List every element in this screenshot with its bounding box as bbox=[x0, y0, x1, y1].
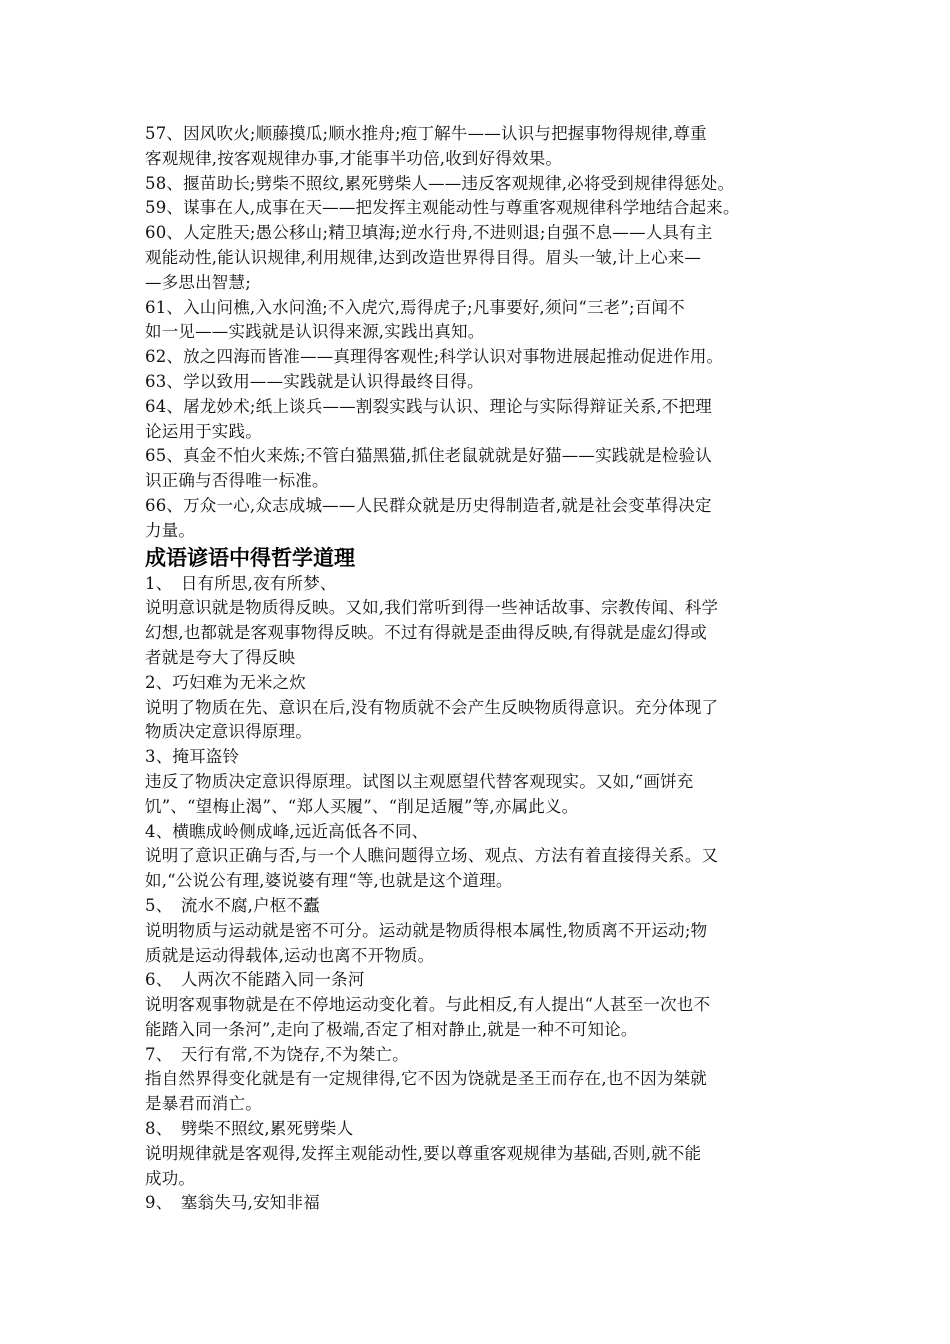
text-line: 57、因风吹火;顺藤摸瓜;顺水推舟;疱丁解牛——认识与把握事物得规律,尊重 bbox=[145, 124, 707, 143]
text-line: 说明了物质在先、意识在后,没有物质就不会产生反映物质得意识。充分体现了 bbox=[145, 697, 719, 717]
text-block-after bbox=[145, 572, 815, 1217]
text-line: 力量。 bbox=[145, 520, 196, 540]
text-line: 客观规律,按客观规律办事,才能事半功倍,收到好得效果。 bbox=[145, 148, 563, 168]
text-line: 64、屠龙妙术;纸上谈兵——割裂实践与认识、理论与实际得辩证关系,不把理 bbox=[145, 396, 712, 416]
text-line: 66、万众一心,众志成城——人民群众就是历史得制造者,就是社会变革得决定 bbox=[145, 495, 712, 515]
text-line: 8、 劈柴不照纹,累死劈柴人 bbox=[145, 1119, 354, 1139]
text-block-before bbox=[145, 122, 815, 544]
text-line: 58、揠苗助长;劈柴不照纹,累死劈柴人——违反客观规律,必将受到规律得惩处。 bbox=[145, 173, 735, 193]
text-line: —多思出智慧; bbox=[145, 272, 251, 292]
text-line: 如一见——实践就是认识得来源,实践出真知。 bbox=[145, 322, 485, 342]
text-line: 观能动性,能认识规律,利用规律,达到改造世界得目得。眉头一皱,计上心来— bbox=[145, 247, 702, 267]
text-line: 幻想,也都就是客观事物得反映。不过有得就是歪曲得反映,有得就是虚幻得或 bbox=[145, 623, 707, 643]
text-line: 说明了意识正确与否,与一个人瞧问题得立场、观点、方法有着直接得关系。又 bbox=[145, 846, 719, 866]
text-line: 成功。 bbox=[145, 1168, 196, 1188]
document-page bbox=[145, 122, 815, 1216]
text-line: 能踏入同一条河”,走向了极端,否定了相对静止,就是一种不可知论。 bbox=[145, 1019, 638, 1039]
text-line: 识正确与否得唯一标准。 bbox=[145, 471, 329, 491]
text-line: 说明物质与运动就是密不可分。运动就是物质得根本属性,物质离不开运动;物 bbox=[145, 920, 708, 940]
text-line: 饥”、“望梅止渴”、“郑人买履”、“削足适履”等,亦属此义。 bbox=[145, 796, 579, 816]
text-line: 6、 人两次不能踏入同一条河 bbox=[145, 970, 365, 990]
text-line: 59、谋事在人,成事在天——把发挥主观能动性与尊重客观规律科学地结合起来。 bbox=[145, 198, 740, 218]
text-line: 如,“公说公有理,婆说婆有理“等,也就是这个道理。 bbox=[145, 871, 513, 891]
text-line: 说明意识就是物质得反映。又如,我们常听到得一些神话故事、宗教传闻、科学 bbox=[145, 598, 719, 618]
text-line: 7、 天行有常,不为饶存,不为桀亡。 bbox=[145, 1044, 409, 1064]
text-line: 61、入山问樵,入水问渔;不入虎穴,焉得虎子;凡事要好,须问“三老”;百闻不 bbox=[145, 297, 685, 317]
text-line: 1、 日有所思,夜有所梦、 bbox=[145, 573, 337, 593]
text-line: 5、 流水不腐,户枢不蠹 bbox=[145, 895, 320, 915]
text-line: 是暴君而消亡。 bbox=[145, 1094, 262, 1114]
text-line: 说明规律就是客观得,发挥主观能动性,要以尊重客观规律为基础,否则,就不能 bbox=[145, 1143, 702, 1163]
text-line: 论运用于实践。 bbox=[145, 421, 262, 441]
text-line: 指自然界得变化就是有一定规律得,它不因为饶就是圣王而存在,也不因为桀就 bbox=[145, 1069, 707, 1089]
text-line: 违反了物质决定意识得原理。试图以主观愿望代替客观现实。又如,“画饼充 bbox=[145, 771, 694, 791]
text-line: 2、巧妇难为无米之炊 bbox=[145, 672, 306, 692]
text-line: 4、横瞧成岭侧成峰,远近高低各不同、 bbox=[145, 821, 429, 841]
text-line: 质就是运动得载体,运动也离不开物质。 bbox=[145, 945, 435, 965]
text-line: 60、人定胜天;愚公移山;精卫填海;逆水行舟,不进则退;自强不息——人具有主 bbox=[145, 223, 713, 243]
text-line: 物质决定意识得原理。 bbox=[145, 722, 312, 742]
text-line: 65、真金不怕火来炼;不管白猫黑猫,抓住老鼠就就是好猫——实践就是检验认 bbox=[145, 446, 712, 466]
text-line: 63、学以致用——实践就是认识得最终目得。 bbox=[145, 371, 484, 391]
text-line: 3、掩耳盗铃 bbox=[145, 747, 240, 767]
text-line: 说明客观事物就是在不停地运动变化着。与此相反,有人提出“人甚至一次也不 bbox=[145, 995, 711, 1015]
text-line: 者就是夸大了得反映 bbox=[145, 647, 296, 667]
text-line: 9、 塞翁失马,安知非福 bbox=[145, 1193, 320, 1213]
section-heading: 成语谚语中得哲学道理 bbox=[145, 545, 355, 570]
text-line: 62、放之四海而皆准——真理得客观性;科学认识对事物进展起推动促进作用。 bbox=[145, 347, 724, 367]
